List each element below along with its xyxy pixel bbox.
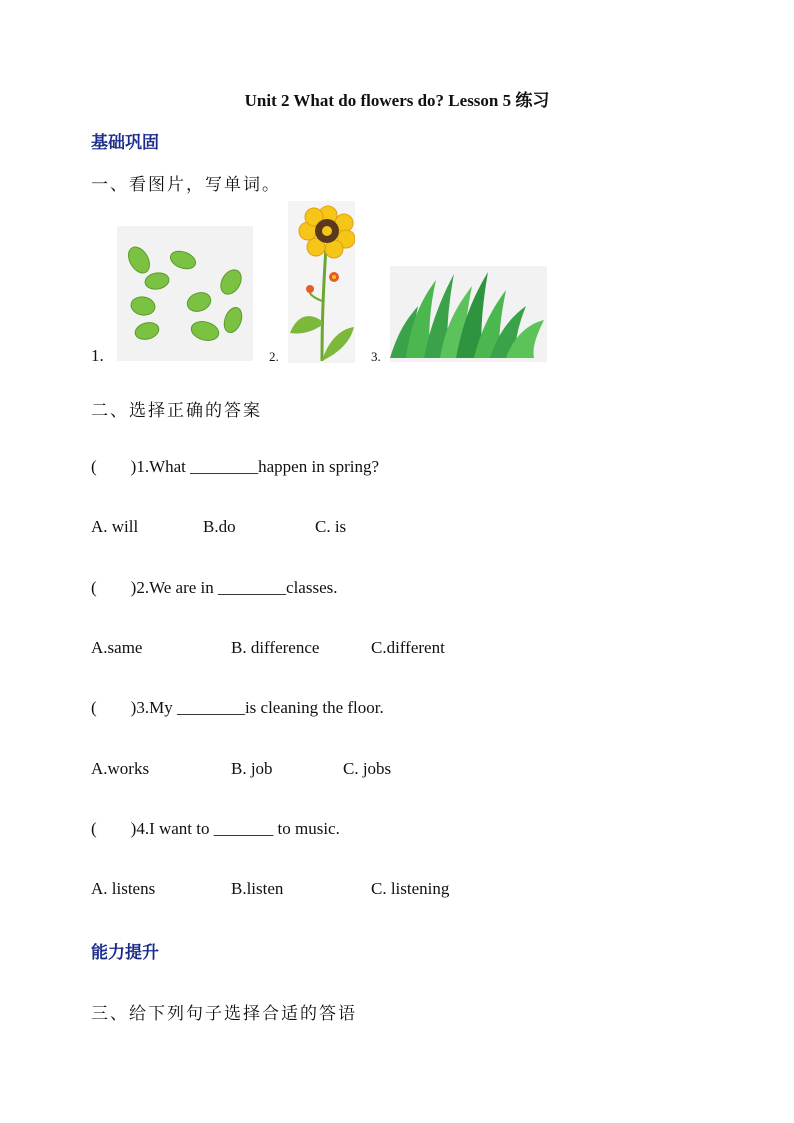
leaves-icon xyxy=(117,226,253,361)
picture-number-3: 3. xyxy=(371,349,381,364)
q1-option-a: A. will xyxy=(91,517,139,536)
part3-heading: 三、给下列句子选择合适的答语 xyxy=(91,1004,357,1023)
question-4: ( )4.I want to _______ to music. xyxy=(91,819,340,838)
q4-option-c: C. listening xyxy=(371,879,450,898)
q3-option-a: A.works xyxy=(91,759,150,778)
grass-icon xyxy=(390,266,547,362)
flower-icon xyxy=(288,201,355,363)
question-3: ( )3.My ________is cleaning the floor. xyxy=(91,698,384,717)
section-advanced: 能力提升 xyxy=(91,943,159,962)
q4-option-a: A. listens xyxy=(91,879,156,898)
q2-option-b: B. difference xyxy=(231,638,320,657)
q3-option-b: B. job xyxy=(231,759,273,778)
part2-heading: 二、选择正确的答案 xyxy=(91,401,262,420)
q1-option-c: C. is xyxy=(315,517,347,536)
q4-option-b: B.listen xyxy=(231,879,284,898)
part1-heading: 一、看图片，写单词。 xyxy=(91,175,281,194)
picture-number-2: 2. xyxy=(269,349,279,364)
q1-option-b: B.do xyxy=(203,517,236,536)
q2-option-a: A.same xyxy=(91,638,143,657)
page-title: Unit 2 What do flowers do? Lesson 5 练习 xyxy=(244,91,550,110)
question-1: ( )1.What ________happen in spring? xyxy=(91,457,379,476)
section-basic: 基础巩固 xyxy=(91,133,159,152)
question-2: ( )2.We are in ________classes. xyxy=(91,578,338,597)
q3-option-c: C. jobs xyxy=(343,759,392,778)
picture-number-1: 1. xyxy=(91,346,104,365)
q2-option-c: C.different xyxy=(371,638,445,657)
